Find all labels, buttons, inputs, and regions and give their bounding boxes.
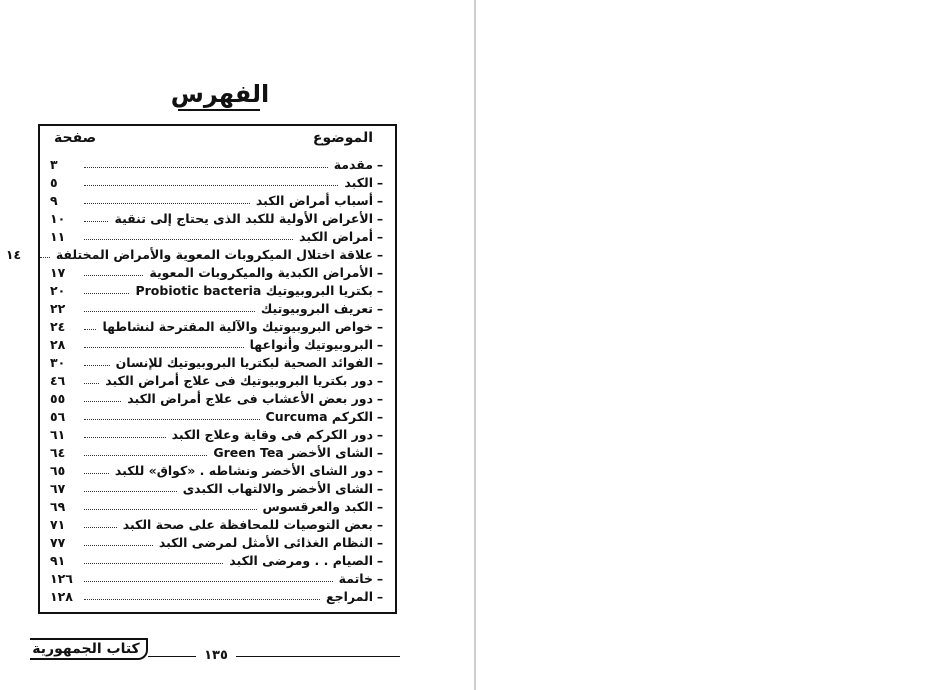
toc-entry-page: ٧١ (50, 517, 66, 532)
toc-entry-topic: الكبد (344, 175, 373, 190)
toc-entry-topic: أمراض الكبد (299, 229, 373, 244)
toc-entry-topic: تعريف البروبيوتيك (260, 301, 373, 316)
toc-entry (40, 532, 395, 550)
toc-entry (40, 190, 395, 208)
toc-entry (40, 514, 395, 532)
footer-brand-text: كتاب الجمهورية (32, 641, 140, 657)
toc-entry-topic: علاقة اختلال الميكروبات المعوية والأمراض المختلفة (55, 247, 373, 262)
toc-entry-page: ٥٦ (50, 409, 66, 424)
toc-entry-leader (40, 257, 50, 258)
toc-entry-dash: – (376, 589, 384, 604)
toc-entry-dash: – (376, 373, 384, 388)
toc-entry-dash: – (376, 265, 384, 280)
toc-entry-page: ٥٥ (50, 391, 66, 406)
toc-entry-topic: مقدمة (333, 157, 373, 172)
toc-entry-leader (84, 293, 129, 294)
footer-brand-logo (30, 638, 148, 660)
toc-entry-page: ١١ (50, 229, 66, 244)
toc-entry-leader (84, 401, 121, 402)
toc-entry-leader (84, 437, 166, 438)
toc-entry-page: ١٧ (50, 265, 66, 280)
toc-entry-dash: – (376, 301, 384, 316)
toc-entry-page: ٦١ (50, 427, 66, 442)
toc-entry-leader (84, 509, 257, 510)
toc-entry-page: ٦٤ (50, 445, 66, 460)
toc-entry-leader (84, 491, 177, 492)
toc-entry (40, 226, 395, 244)
footer-page-number: ١٣٥ (196, 648, 236, 663)
toc-box (5, 124, 397, 614)
toc-entry-dash: – (376, 481, 384, 496)
toc-entry-dash: – (376, 247, 384, 262)
page-title: الفهرس (170, 80, 270, 108)
toc-entry-dash: – (376, 445, 384, 460)
toc-entry (40, 568, 395, 586)
toc-entry (40, 460, 395, 478)
toc-entry-leader (84, 311, 255, 312)
toc-entry (40, 478, 395, 496)
toc-entry (40, 586, 395, 604)
toc-entry (5, 244, 395, 262)
toc-entry-topic: بعض التوصيات للمحافظة على صحة الكبد (122, 517, 373, 532)
toc-entry-topic: دور الكركم فى وقاية وعلاج الكبد (171, 427, 373, 442)
toc-entry-dash: – (376, 391, 384, 406)
toc-entry-leader (84, 221, 108, 222)
toc-entry-topic: الفوائد الصحية لبكتريا البروبيوتيك للإنسان (115, 355, 373, 370)
toc-entry-page: ٤٦ (50, 373, 66, 388)
toc-entry (40, 442, 395, 460)
toc-entry-page: ٧٧ (50, 535, 66, 550)
toc-entry (40, 370, 395, 388)
toc-entry (40, 172, 395, 190)
toc-entry-page: ٩١ (50, 553, 66, 568)
toc-entry-dash: – (376, 157, 384, 172)
left-page (0, 0, 474, 690)
toc-entry-topic: الأعراض الأولية للكبد الذى يحتاج إلى تنقية (114, 211, 373, 226)
toc-list (5, 154, 395, 604)
toc-entry-topic: دور بعض الأعشاب فى علاج أمراض الكبد (127, 391, 373, 406)
toc-entry (40, 316, 395, 334)
toc-entry-leader (84, 167, 328, 168)
toc-entry-dash: – (376, 193, 384, 208)
toc-entry-topic: بكتريا البروبيوتيك Probiotic bacteria (135, 283, 373, 298)
toc-entry-page: ١٤ (5, 247, 22, 262)
toc-entry-topic: الكركم Curcuma (265, 409, 373, 424)
toc-entry-dash: – (376, 535, 384, 550)
toc-entry-dash: – (376, 355, 384, 370)
toc-entry-topic: الشاى الأخضر Green Tea (213, 445, 373, 460)
toc-entry-page: ٣٠ (50, 355, 66, 370)
toc-entry (40, 280, 395, 298)
toc-entry (40, 208, 395, 226)
toc-entry-dash: – (376, 499, 384, 514)
toc-entry-dash: – (376, 175, 384, 190)
toc-header (40, 128, 395, 150)
toc-entry-dash: – (376, 409, 384, 424)
toc-entry-page: ٥ (50, 175, 58, 190)
toc-entry-leader (84, 329, 96, 330)
toc-entry-page: ٢٠ (50, 283, 66, 298)
toc-entry-topic: البروبيوتيك وأنواعها (249, 337, 373, 352)
toc-entry-dash: – (376, 211, 384, 226)
toc-entry-dash: – (376, 427, 384, 442)
toc-entry-dash: – (376, 337, 384, 352)
toc-entry (40, 388, 395, 406)
toc-entry-dash: – (376, 319, 384, 334)
toc-entry-topic: المراجع (326, 589, 373, 604)
toc-entry-topic: النظام الغذائى الأمثل لمرضى الكبد (158, 535, 373, 550)
toc-entry-leader (84, 239, 293, 240)
toc-entry-topic: أسباب أمراض الكبد (255, 193, 373, 208)
toc-entry-page: ٩ (50, 193, 58, 208)
toc-entry-dash: – (376, 517, 384, 532)
toc-entry-topic: الأمراض الكبدية والميكروبات المعوية (149, 265, 373, 280)
toc-entry-leader (84, 545, 153, 546)
toc-entry (40, 262, 395, 280)
toc-entry-topic: الشاى الأخضر والالتهاب الكبدى (182, 481, 373, 496)
toc-entry-leader (84, 473, 109, 474)
toc-entry-page: ٦٥ (50, 463, 66, 478)
toc-entry (40, 406, 395, 424)
toc-entry-leader (84, 563, 223, 564)
toc-entry (40, 424, 395, 442)
toc-entry-topic: دور بكتريا البروبيوتيك فى علاج أمراض الكبد (105, 373, 373, 388)
toc-entry (40, 352, 395, 370)
toc-entry-topic: الكبد والعرقسوس (262, 499, 373, 514)
toc-entry-topic: دور الشاى الأخضر ونشاطه . «كواق» للكبد (114, 463, 373, 478)
toc-entry-page: ٦٩ (50, 499, 66, 514)
toc-entry-page: ٢٢ (50, 301, 66, 316)
toc-entry (40, 154, 395, 172)
toc-entry-topic: خاتمة (338, 571, 373, 586)
toc-entry-leader (84, 581, 333, 582)
toc-entry-dash: – (376, 283, 384, 298)
right-page-blank (476, 0, 950, 690)
toc-entry-leader (84, 599, 320, 600)
toc-entry-leader (84, 347, 244, 348)
toc-header-page: صفحة (54, 130, 97, 146)
footer-rule (148, 656, 400, 657)
toc-entry-page: ١٢٦ (50, 571, 73, 586)
toc-entry (40, 298, 395, 316)
toc-entry-dash: – (376, 229, 384, 244)
toc-entry-dash: – (376, 553, 384, 568)
toc-entry-leader (84, 365, 110, 366)
toc-header-topic: الموضوع (312, 130, 373, 146)
title-underline (178, 109, 260, 111)
toc-entry-leader (84, 383, 99, 384)
toc-entry-page: ٢٤ (50, 319, 66, 334)
toc-entry-leader (84, 527, 117, 528)
toc-entry-page: ٦٧ (50, 481, 66, 496)
toc-entry-topic: الصيام . . ومرضى الكبد (229, 553, 373, 568)
toc-entry-page: ١٢٨ (50, 589, 73, 604)
toc-entry-leader (84, 419, 260, 420)
toc-entry-leader (84, 455, 207, 456)
toc-entry-page: ١٠ (50, 211, 66, 226)
toc-entry-page: ٢٨ (50, 337, 66, 352)
toc-entry-leader (84, 275, 143, 276)
toc-entry-topic: خواص البروبيوتيك والآلية المقترحة لنشاطها (102, 319, 373, 334)
toc-entry-leader (84, 203, 250, 204)
toc-entry (40, 550, 395, 568)
toc-entry (40, 334, 395, 352)
toc-entry-page: ٣ (50, 157, 58, 172)
toc-entry (40, 496, 395, 514)
toc-entry-leader (84, 185, 338, 186)
toc-entry-dash: – (376, 463, 384, 478)
toc-entry-dash: – (376, 571, 384, 586)
